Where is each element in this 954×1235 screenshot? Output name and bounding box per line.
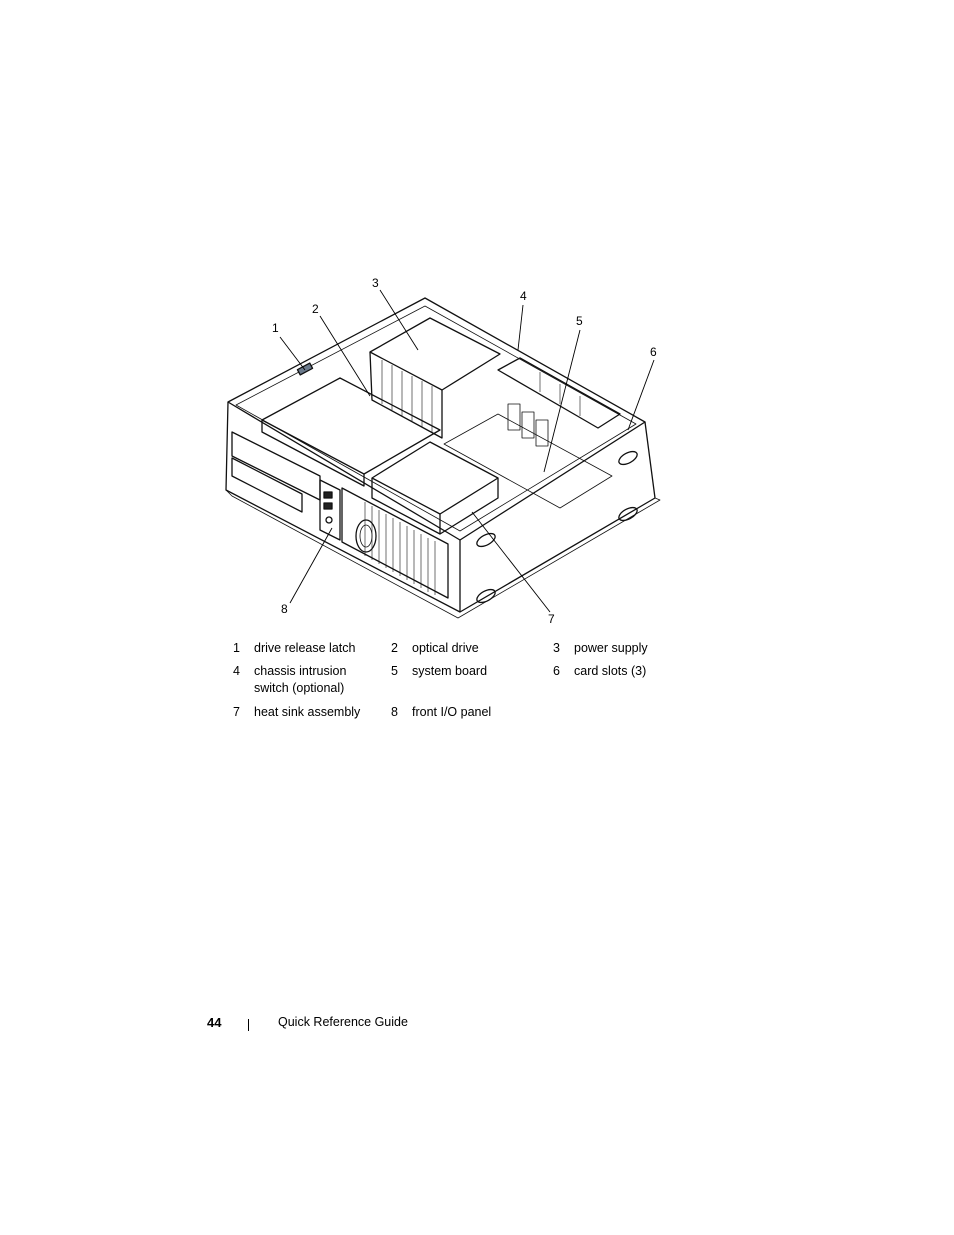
footer-divider [248,1019,249,1031]
figure-legend [233,640,673,727]
callout-4: 4 [520,289,527,303]
legend-row [233,704,673,727]
callout-6: 6 [650,345,657,359]
leader-1 [280,337,305,370]
legend-number: 4 [233,664,240,678]
callout-5: 5 [576,314,583,328]
leader-7 [472,512,550,612]
callout-3: 3 [372,276,379,290]
page-footer [0,1015,954,1035]
legend-label: chassis intrusion switch (optional) [254,664,347,695]
legend-number: 1 [233,641,240,655]
card-slots-shape [498,358,620,428]
legend-number: 6 [553,664,560,678]
drive-bay-front [232,432,320,500]
legend-number: 5 [391,664,398,678]
optical-drive-shape [262,378,440,474]
legend-label: power supply [574,641,648,655]
legend-label: card slots (3) [574,664,647,678]
legend-label: system board [412,664,488,678]
legend-number: 8 [391,705,398,719]
page-number: 44 [207,1015,222,1030]
footer-title: Quick Reference Guide [278,1015,408,1029]
system-board-shape [444,414,612,508]
legend-label: optical drive [412,641,479,655]
legend-number: 3 [553,641,560,655]
legend-row [233,640,673,663]
callout-1: 1 [272,321,279,335]
leader-4 [518,305,523,350]
leader-8 [290,528,332,603]
legend-label: drive release latch [254,641,356,655]
callout-2: 2 [312,302,319,316]
heat-sink-shape [372,442,498,514]
legend-number: 7 [233,705,240,719]
legend-label: front I/O panel [412,705,492,719]
legend-row [233,663,673,704]
leader-3 [380,290,418,350]
callout-7: 7 [548,612,555,626]
leader-5 [544,330,580,472]
legend-number: 2 [391,641,398,655]
callout-8: 8 [281,602,288,616]
legend-label: heat sink assembly [254,705,361,719]
